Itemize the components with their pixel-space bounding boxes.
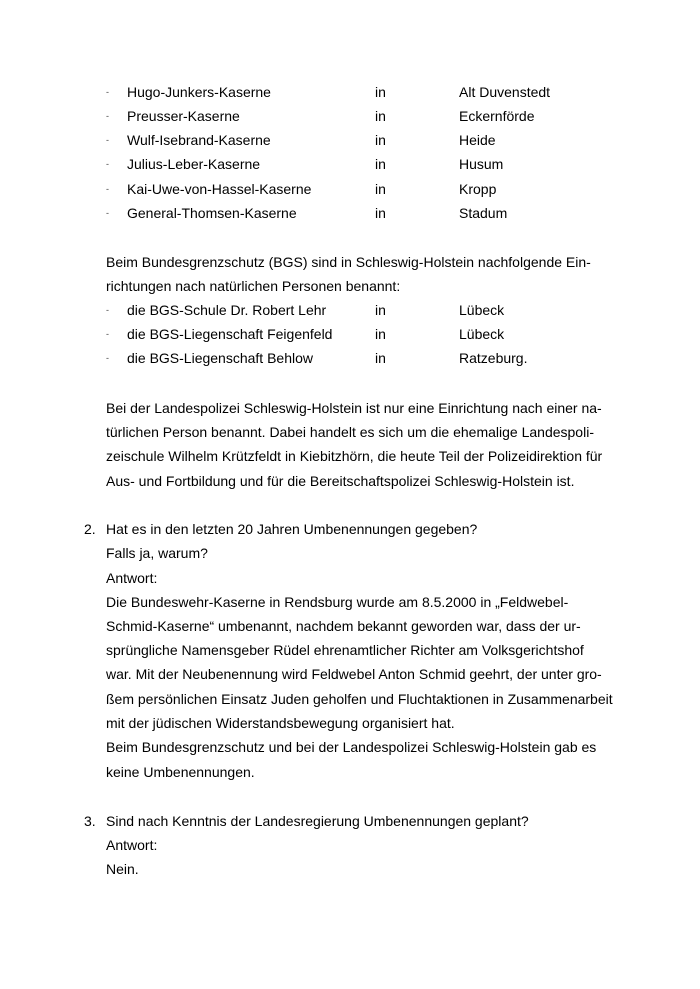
bullet-dash: - [106, 329, 109, 339]
facility-name: Kai-Uwe-von-Hassel-Kaserne [127, 181, 312, 197]
answer-line: ßem persönlichen Einsatz Juden geholfen und Fluchtaktionen in Zusammenarbeit [106, 691, 613, 707]
bullet-dash: - [106, 111, 109, 121]
answer-label: Antwort: [106, 837, 158, 853]
answer-line: Schmid-Kaserne“ umbenannt, nachdem bekannt geworden war, dass der ur- [106, 618, 581, 634]
answer-line: sprüngliche Namensgeber Rüdel ehrenamtlicher Richter am Volksgerichtshof [106, 642, 584, 658]
list-item [0, 152, 700, 176]
list-item [0, 177, 700, 201]
location: Stadum [459, 205, 508, 221]
bullet-dash: - [106, 353, 109, 363]
list-item [0, 201, 700, 225]
preposition: in [375, 205, 386, 221]
answer-line: Die Bundeswehr-Kaserne in Rendsburg wurde am 8.5.2000 in „Feldwebel- [106, 594, 569, 610]
preposition: in [375, 181, 386, 197]
facility-name: die BGS-Liegenschaft Behlow [127, 350, 313, 366]
location: Alt Duvenstedt [459, 84, 551, 100]
facility-name: Hugo-Junkers-Kaserne [127, 84, 271, 100]
paragraph-line: Bei der Landespolizei Schleswig-Holstein ist nur eine Einrichtung nach einer na- [106, 400, 602, 416]
bullet-dash: - [106, 208, 109, 218]
preposition: in [375, 84, 386, 100]
answer-line: Nein. [106, 861, 139, 877]
facility-name: Wulf-Isebrand-Kaserne [127, 132, 271, 148]
question-text: Sind nach Kenntnis der Landesregierung Umbenennungen geplant? [106, 813, 529, 829]
paragraph-line: richtungen nach natürlichen Personen benannt: [106, 278, 401, 294]
list-item [0, 298, 700, 322]
bullet-dash: - [106, 87, 109, 97]
list-item [0, 104, 700, 128]
answer-line: war. Mit der Neubenennung wird Feldwebel Anton Schmid geehrt, der unter gro- [106, 666, 602, 682]
question-text: Hat es in den letzten 20 Jahren Umbenennungen gegeben? [106, 521, 478, 537]
list-item [0, 128, 700, 152]
preposition: in [375, 350, 386, 366]
preposition: in [375, 326, 386, 342]
preposition: in [375, 156, 386, 172]
preposition: in [375, 108, 386, 124]
location: Lübeck [459, 302, 505, 318]
location: Kropp [459, 181, 497, 197]
answer-line: Beim Bundesgrenzschutz und bei der Landespolizei Schleswig-Holstein gab es [106, 739, 597, 755]
location: Husum [459, 156, 504, 172]
list-item [0, 346, 700, 370]
facility-name: die BGS-Liegenschaft Feigenfeld [127, 326, 333, 342]
bullet-dash: - [106, 159, 109, 169]
location: Eckernförde [459, 108, 535, 124]
paragraph-line: Aus- und Fortbildung und für die Bereitschaftspolizei Schleswig-Holstein ist. [106, 473, 575, 489]
question-number: 3. [84, 813, 96, 829]
facility-name: Julius-Leber-Kaserne [127, 156, 261, 172]
location: Ratzeburg. [459, 350, 528, 366]
facility-name: General-Thomsen-Kaserne [127, 205, 297, 221]
preposition: in [375, 132, 386, 148]
preposition: in [375, 302, 386, 318]
list-item [0, 322, 700, 346]
answer-label: Antwort: [106, 570, 158, 586]
facility-name: Preusser-Kaserne [127, 108, 240, 124]
answer-line: mit der jüdischen Widerstandsbewegung organisiert hat. [106, 715, 455, 731]
question-text: Falls ja, warum? [106, 545, 208, 561]
location: Heide [459, 132, 496, 148]
question-number: 2. [84, 521, 96, 537]
list-item [0, 80, 700, 104]
paragraph-line: türlichen Person benannt. Dabei handelt es sich um die ehemalige Landespoli- [106, 424, 594, 440]
paragraph-line: zeischule Wilhelm Krützfeldt in Kiebitzhörn, die heute Teil der Polizeidirektion für [106, 448, 603, 464]
bullet-dash: - [106, 184, 109, 194]
answer-line: keine Umbenennungen. [106, 764, 255, 780]
bullet-dash: - [106, 135, 109, 145]
location: Lübeck [459, 326, 505, 342]
facility-name: die BGS-Schule Dr. Robert Lehr [127, 302, 327, 318]
paragraph-line: Beim Bundesgrenzschutz (BGS) sind in Schleswig-Holstein nachfolgende Ein- [106, 254, 591, 270]
bullet-dash: - [106, 305, 109, 315]
